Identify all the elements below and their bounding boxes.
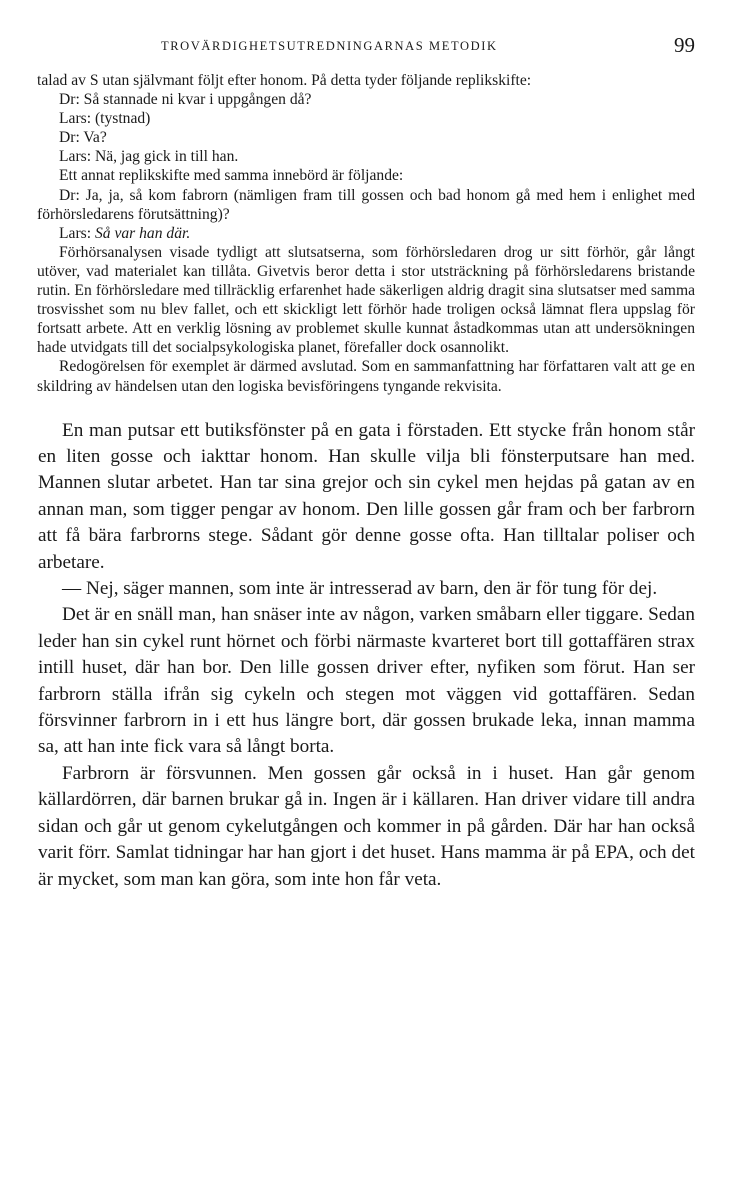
paragraph: — Nej, säger mannen, som inte är intresserad av barn, den är för tung för dej.	[62, 578, 658, 600]
dialogue-line: Lars: Nä, jag gick in till han.	[59, 148, 239, 166]
section-gap	[37, 396, 695, 418]
paragraph: Förhörsanalysen visade tydligt att slutsatserna, som förhörsledaren drog ur sitt förhör, går långt utöver, vad materialet kan tillåta. Givetvis beror detta i stor utsträckning på förhörsledarens bristande rutin. En förhörsledare med tillräcklig erfarenhet hade säkerligen aldrig dragit sina slutsatser med samma trosvisshet som nu blev fallet, och ett skickligt lett förhör hade troligen också lämnat flera uppslag för fortsatt arbete. Att en verklig lösning av problemet skulle kunnat åstadkommas utan att undersökningen hade utvidgats till det socialpsykologiska planet, förefaller dock osannolikt.	[37, 243, 695, 357]
book-page	[37, 0, 695, 893]
narrative-section	[38, 418, 695, 893]
paragraph-continuation: talad av S utan självmant följt efter honom. På detta tyder följande replikskifte:	[37, 72, 532, 89]
dialogue-line: Dr: Va?	[59, 129, 107, 147]
page-header	[37, 0, 695, 70]
analysis-section	[37, 71, 695, 396]
dialogue-line: Lars: (tystnad)	[59, 110, 151, 128]
speaker-label: Lars:	[59, 224, 95, 242]
dialogue-line: Dr: Så stannade ni kvar i uppgången då?	[59, 91, 312, 109]
dialogue-line	[37, 224, 695, 243]
paragraph: En man putsar ett butiksfönster på en gata i förstaden. Ett stycke från honom står en liten gosse och iakttar honom. Han skulle vilja bli fönsterputsare han med. Mannen slutar arbetet. Han tar sina grejor och sin cykel men hejdas på gatan av en annan man, som tigger pengar av honom. Den lille gossen går fram och ber farbrorn att få bära farbrorns stege. Sådant gör denne gosse ofta. Han tilltalar poliser och arbetare.	[38, 419, 695, 573]
dialogue-line: Dr: Ja, ja, så kom fabrorn (nämligen fram till gossen och bad honom gå med hem i enlighet med förhörsledarens förutsättning)?	[37, 186, 695, 223]
paragraph: Ett annat replikskifte med samma innebörd är följande:	[59, 167, 404, 185]
paragraph: Det är en snäll man, han snäser inte av någon, varken småbarn eller tiggare. Sedan leder han sin cykel runt hörnet och förbi närmaste kvarteret bort till gottaffären strax intill huset, där han bor. Den lille gossen driver efter, nyfiken som förut. Han ser farbrorn ställa ifrån sig cykeln och stegen mot väggen vid gottaffären. Sedan försvinner farbrorn in i ett hus längre bort, där gossen brukade leka, innan mamma sa, att han inte fick vara så långt borta.	[38, 604, 695, 758]
paragraph: Farbrorn är försvunnen. Men gossen går också in i huset. Han går genom källardörren, där barnen brukar gå in. Ingen är i källaren. Han driver vidare till andra sidan och går ut genom cykelutgången och kommer in på gården. Där har han också varit förr. Samlat tidningar har han gjort i det huset. Hans mamma är på EPA, och det är mycket, som man kan göra, som inte hon får veta.	[38, 762, 695, 890]
running-title: TROVÄRDIGHETSUTREDNINGARNAS METODIK	[161, 39, 498, 53]
paragraph: Redogörelsen för exemplet är därmed avslutad. Som en sammanfattning har författaren valt att ge en skildring av händelsen utan den logiska bevisföringens tyngande rekvisita.	[37, 358, 695, 395]
italic-reply: Så var han där.	[94, 224, 191, 242]
page-number: 99	[674, 33, 695, 57]
